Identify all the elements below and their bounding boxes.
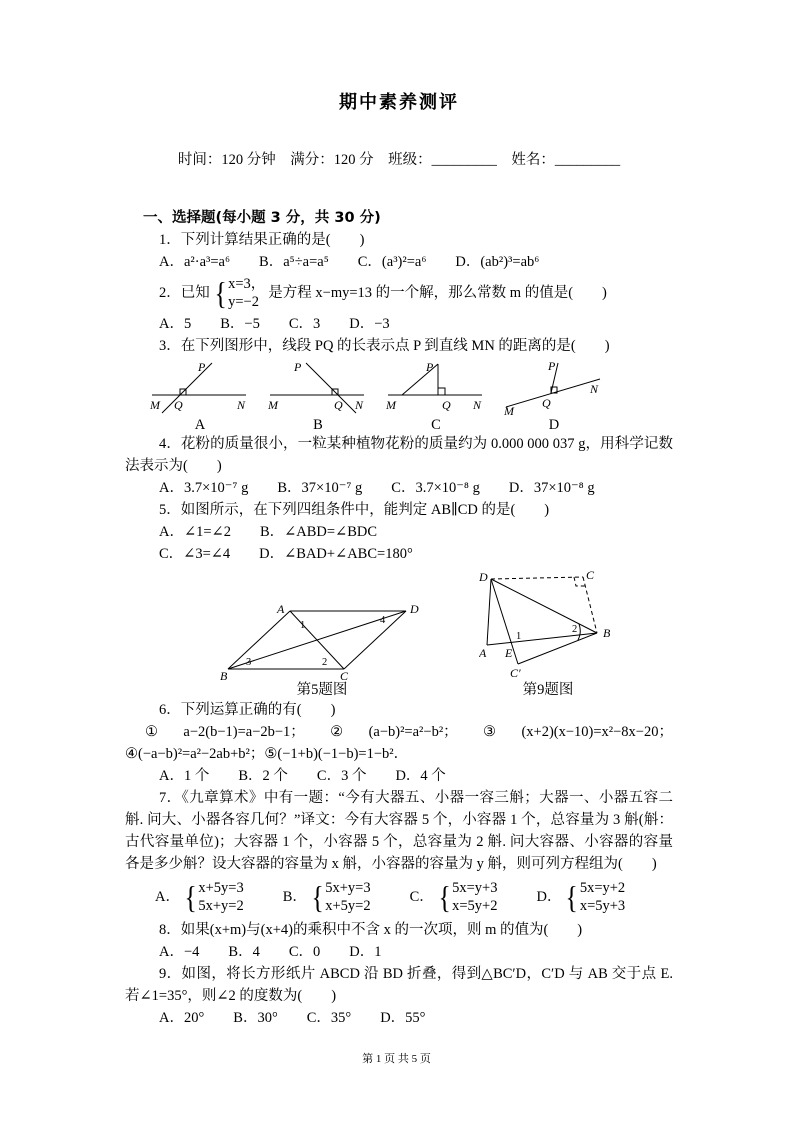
figures-q5-q9 bbox=[220, 569, 673, 699]
question-2-post: 是方程 x−my=13 的一个解，那么常数 m 的值是( ) bbox=[268, 285, 607, 301]
question-6-items: ①a−2(b−1)=a−2b−1；②(a−b)²=a²−b²；③(x+2)(x−10)=x²−8x−20；④(−a−b)²=a²−2ab+b²；⑤(−1+b)(−1−b)=1−b²． bbox=[125, 724, 673, 762]
figure-letter-b: B bbox=[313, 417, 323, 433]
edge-ab bbox=[228, 611, 290, 669]
question-2-options: A．5 B．−5 C．3 D．−3 bbox=[159, 316, 390, 332]
equation-system-d bbox=[564, 879, 625, 915]
point-label-c: C bbox=[340, 669, 349, 681]
figure-q3-c-drawing bbox=[386, 359, 486, 417]
point-label-b: B bbox=[220, 669, 228, 681]
system-eq-top: x=3， bbox=[228, 276, 266, 292]
point-label-m: M bbox=[150, 398, 160, 412]
point-label-p: P bbox=[548, 359, 556, 373]
figure-q9-caption: 第9题图 bbox=[522, 682, 574, 698]
system-eq-bottom: 5x+y=2 bbox=[198, 898, 244, 914]
point-label-q: Q bbox=[174, 398, 183, 412]
point-label-cprime: C′ bbox=[510, 666, 521, 680]
point-label-m: M bbox=[386, 398, 396, 412]
angle-label-2: 2 bbox=[572, 624, 578, 635]
point-label-n: N bbox=[237, 398, 246, 412]
page-title: 期中素养测评 bbox=[339, 92, 459, 113]
point-label-m: M bbox=[504, 404, 514, 417]
oblique-line bbox=[306, 363, 356, 413]
question-9-options: A．20° B．30° C．35° D．55° bbox=[159, 1010, 426, 1026]
question-7-options bbox=[125, 875, 673, 919]
figure-q3-c bbox=[386, 359, 486, 433]
question-9-stem: 9．如图，将长方形纸片 ABCD 沿 BD 折叠，得到△BC′D，C′D 与 AB 交于点 E.若∠1=35°，则∠2 的度数为( ) bbox=[125, 966, 673, 1004]
figure-letter-c: C bbox=[431, 417, 441, 433]
question-7-option-c bbox=[410, 879, 501, 915]
point-label-e: E bbox=[505, 646, 513, 660]
left-brace: { bbox=[311, 879, 324, 915]
edge-cb-dashed bbox=[583, 577, 597, 633]
fold-line-db bbox=[491, 579, 597, 633]
angle-arc-b bbox=[578, 624, 580, 640]
point-label-m: M bbox=[268, 398, 278, 412]
question-6-options: A．1 个 B．2 个 C．3 个 D．4 个 bbox=[159, 768, 446, 784]
figure-q5 bbox=[220, 601, 424, 699]
point-label-q: Q bbox=[334, 398, 343, 412]
equation-system-b bbox=[310, 879, 371, 915]
point-label-n: N bbox=[473, 398, 482, 412]
figure-q3-d bbox=[504, 359, 604, 433]
system-lines bbox=[228, 275, 265, 311]
point-label-q: Q bbox=[542, 396, 551, 410]
point-label-n: N bbox=[590, 382, 599, 396]
equation-system-a bbox=[183, 879, 244, 915]
figure-letter-d: D bbox=[548, 417, 560, 433]
question-3-stem: 3．在下列图形中，线段 PQ 的长表示点 P 到直线 MN 的距离的是( ) bbox=[159, 338, 610, 354]
left-brace: { bbox=[438, 879, 451, 915]
option-a-label: A． bbox=[155, 889, 180, 905]
angle-label-1: 1 bbox=[516, 631, 522, 642]
option-c-label: C． bbox=[409, 889, 434, 905]
system-lines bbox=[580, 879, 625, 915]
question-4-stem: 4．花粉的质量很小，一粒某种植物花粉的质量约为 0.000 000 037 g，用科学记数法表示为( ) bbox=[125, 436, 673, 474]
system-eq-bottom: y=−2 bbox=[228, 294, 259, 310]
right-angle-mark bbox=[438, 388, 445, 395]
question-5-options-line2: C．∠3=∠4 D．∠BAD+∠ABC=180° bbox=[159, 546, 413, 562]
question-2-stem bbox=[125, 273, 673, 313]
left-brace: { bbox=[214, 275, 227, 311]
question-8-stem: 8．如果(x+m)与(x+4)的乘积中不含 x 的一次项，则 m 的值为( ) bbox=[159, 922, 583, 938]
figure-q3-b bbox=[268, 359, 368, 433]
equation-system-c bbox=[437, 879, 498, 915]
edge-da bbox=[487, 579, 491, 645]
question-7-stem: 7．《九章算术》中有一题：“今有大器五、小器一容三斛；大器一、小器五容二斛. 问大、小器各容几何？”译文：今有大容器 5 个，小容器 1 个，总容量为 3 斛(斛：古代容量单位)；大容器 1 个，小容器 5 个，总容量为 2 斛. 问大容器、小容器的容量各是多少斛？设大容器的容量为 x 斛，小容器的容量为 y 斛，则可列方程组为( ) bbox=[125, 790, 673, 872]
system-lines bbox=[325, 879, 370, 915]
question-3-figures bbox=[150, 359, 673, 433]
point-label-p: P bbox=[198, 360, 206, 374]
question-7-option-d bbox=[536, 879, 628, 915]
point-label-a: A bbox=[277, 602, 285, 616]
angle-label-4: 4 bbox=[380, 615, 386, 626]
point-label-d: D bbox=[410, 602, 419, 616]
system-lines bbox=[452, 879, 497, 915]
question-7-option-a bbox=[155, 879, 247, 915]
point-label-a: A bbox=[479, 646, 487, 660]
system-eq-top: 5x+y=3 bbox=[325, 880, 371, 896]
figure-q9-drawing bbox=[479, 569, 617, 681]
figure-q9 bbox=[479, 569, 617, 699]
question-5-stem: 5．如图所示，在下列四组条件中，能判定 AB∥CD 的是( ) bbox=[159, 502, 550, 518]
system-lines bbox=[198, 879, 243, 915]
question-5-options-line1: A．∠1=∠2 B．∠ABD=∠BDC bbox=[159, 524, 378, 540]
page-footer: 第 1 页 共 5 页 bbox=[362, 1053, 431, 1065]
angle-label-2: 2 bbox=[322, 657, 328, 668]
system-eq-top: 5x=y+3 bbox=[452, 880, 498, 896]
section-heading: 一、选择题(每小题 3 分，共 30 分) bbox=[143, 210, 381, 226]
left-brace: { bbox=[566, 879, 579, 915]
point-label-p: P bbox=[426, 360, 434, 374]
system-eq-bottom: x+5y=2 bbox=[325, 898, 371, 914]
left-brace: { bbox=[184, 879, 197, 915]
figure-q3-a-drawing bbox=[150, 359, 250, 417]
point-label-d: D bbox=[479, 570, 488, 584]
system-eq-bottom: x=5y+3 bbox=[579, 898, 626, 914]
figure-letter-a: A bbox=[194, 417, 206, 433]
angle-label-1: 1 bbox=[300, 620, 306, 631]
figure-q3-d-drawing bbox=[504, 359, 604, 417]
question-2-pre: 2．已知 bbox=[159, 285, 210, 301]
system-eq-top: x+5y=3 bbox=[198, 880, 244, 896]
point-label-p: P bbox=[294, 360, 302, 374]
question-8-options: A．−4 B．4 C．0 D．1 bbox=[159, 944, 382, 960]
point-label-n: N bbox=[355, 398, 364, 412]
equation-system-q2 bbox=[213, 275, 266, 311]
figure-q3-a bbox=[150, 359, 250, 433]
edge-dc bbox=[344, 611, 406, 669]
point-label-q: Q bbox=[442, 398, 451, 412]
figure-q5-caption: 第5题图 bbox=[296, 682, 348, 698]
figure-q5-drawing bbox=[220, 601, 424, 681]
system-eq-bottom: x=5y+2 bbox=[452, 898, 498, 914]
option-d-label: D． bbox=[536, 889, 562, 905]
question-7-option-b bbox=[283, 879, 374, 915]
option-b-label: B． bbox=[282, 889, 307, 905]
figure-q3-b-drawing bbox=[268, 359, 368, 417]
question-1-options: A．a²·a³=a⁶ B．a⁵÷a=a⁵ C．(a³)²=a⁶ D．(ab²)³=ab⁶ bbox=[159, 254, 540, 270]
point-label-c: C bbox=[586, 569, 595, 582]
edge-dc-dashed bbox=[491, 577, 583, 579]
system-eq-top: 5x=y+2 bbox=[579, 880, 626, 896]
question-1-stem: 1．下列计算结果正确的是( ) bbox=[159, 232, 365, 248]
exam-meta-line: 时间：120 分钟 满分：120 分 班级：_________ 姓名：_________ bbox=[177, 152, 621, 168]
question-4-options: A．3.7×10⁻⁷ g B．37×10⁻⁷ g C．3.7×10⁻⁸ g D．37×10⁻⁸ g bbox=[159, 480, 595, 496]
angle-label-3: 3 bbox=[246, 657, 252, 668]
question-6-stem: 6．下列运算正确的有( ) bbox=[159, 702, 336, 718]
point-label-b: B bbox=[603, 626, 611, 640]
